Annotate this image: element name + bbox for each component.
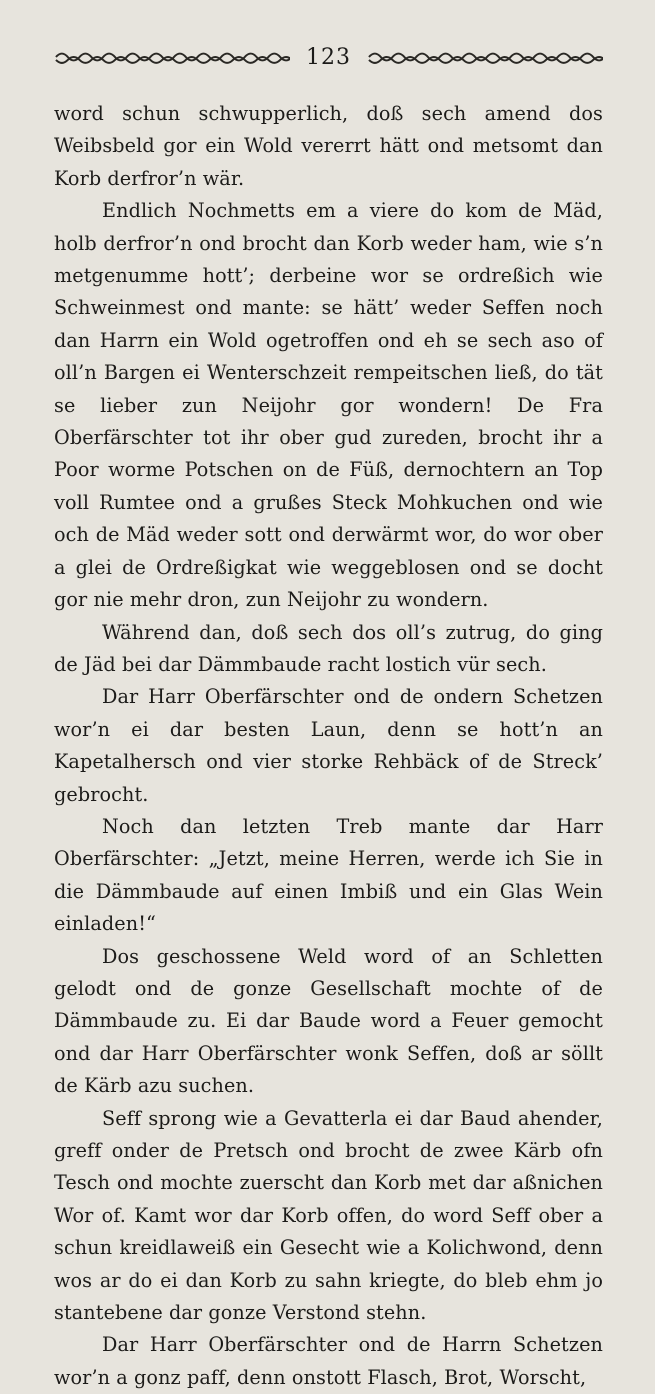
header-ornament-right: [367, 50, 603, 64]
header-ornament-left: [54, 50, 290, 64]
page-header: [54, 40, 603, 74]
paragraph: Seff sprong wie a Gevatterla ei dar Baud ahender, greff onder de Pretsch ond brocht de zwee Kärb ofn Tesch ond mochte zuerscht dan Korb met dar aßnichen Wor of. Kamt wor dar Korb offen, do word Seff ober a schun kreidlaweiß ein Gesecht wie a Kolichwond, denn wos ar do ei dan Korb zu sahn kriegte, do bleb ehm jo stantebene dar gonze Verstond stehn.: [54, 1106, 603, 1325]
paragraph: Noch dan letzten Treb mante dar Harr Oberfärschter: „Jetzt, meine Herren, werde ich Sie in die Dämmbaude auf einen Imbiß und ein Glas Wein einladen!“: [54, 814, 603, 936]
paragraph: Endlich Nochmetts em a viere do kom de Mäd, holb derfror’n ond brocht dan Korb weder ham, wie s’n metgenumme hott’; derbeine wor se ordreßich wie Schweinmest ond mante: se hätt’ weder Seffen noch dan Harrn ein Wold ogetroffen ond eh se sech aso of oll’n Bargen ei Wenterschzeit rempeitschen ließ, do tät se lieber zun Neijohr gor wondern! De Fra Oberfärschter tot ihr ober gud zureden, brocht ihr a Poor worme Potschen on de Füß, dernochtern an Top voll Rumtee ond a grußes Steck Mohkuchen ond wie och de Mäd weder sott ond derwärmt wor, do wor ober a glei de Ordreßigkat wie weggeblosen ond se docht gor nie mehr dron, zun Neijohr zu wondern.: [54, 199, 603, 612]
paragraph: word schun schwupperlich, doß sech amend dos Weibsbeld gor ein Wold vererrt hätt ond metsomt dan Korb derfror’n wär.: [54, 102, 603, 190]
body-text: [54, 98, 603, 1394]
page-number: 123: [306, 44, 351, 70]
ornament-border-icon: [367, 50, 603, 64]
paragraph: Während dan, doß sech dos oll’s zutrug, do ging de Jäd bei dar Dämmbaude racht lostich vür sech.: [54, 620, 603, 676]
paragraph: Dar Harr Oberfärschter ond de ondern Schetzen wor’n ei dar besten Laun, denn se hott’n an Kapetalhersch ond vier storke Rehbäck of de Streck’ gebrocht.: [54, 685, 603, 806]
paragraph: Dar Harr Oberfärschter ond de Harrn Schetzen wor’n a gonz paff, denn onstott Flasch, Brot, Worscht,: [54, 1333, 603, 1389]
paragraph: Dos geschossene Weld word of an Schletten gelodt ond de gonze Gesellschaft mochte of de Dämmbaude zu. Ei dar Baude word a Feuer gemocht ond dar Harr Oberfärschter wonk Seffen, doß ar söllt de Kärb azu suchen.: [54, 944, 603, 1098]
ornament-border-icon: [54, 50, 290, 64]
